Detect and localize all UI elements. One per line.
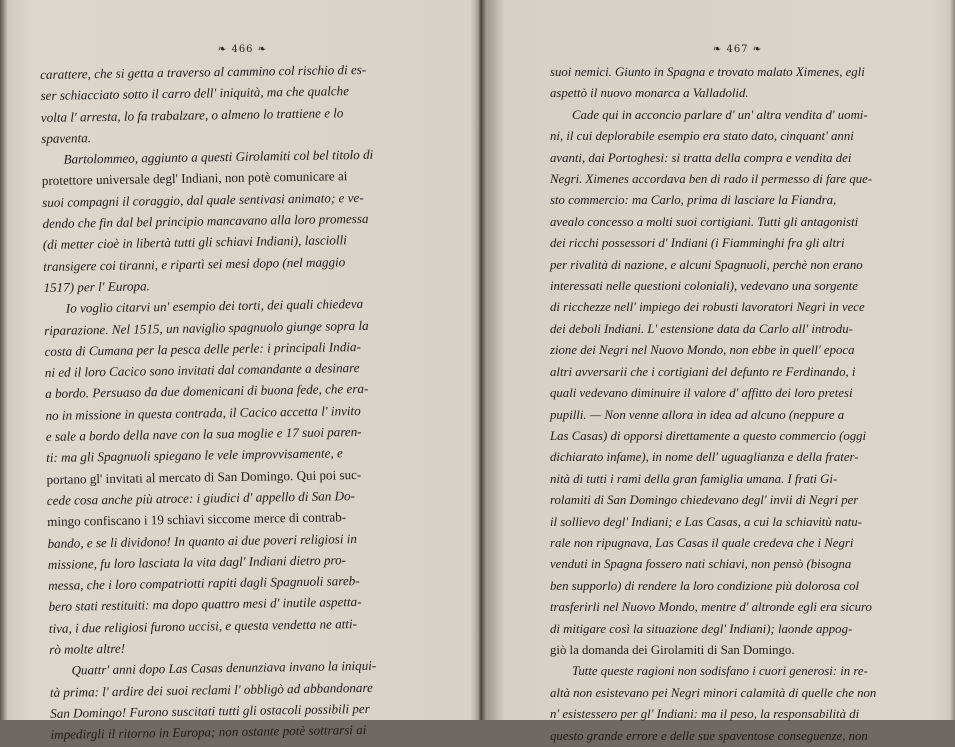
text-line: ser schiacciato sotto il carro dell' iniquità, ma che qualche [40, 83, 350, 104]
left-page [40, 0, 445, 743]
text-line: cede cosa anche più atroce: i giudici d' appello di San Do- [46, 488, 356, 508]
text-line: Quattr' anni dopo Las Casas denunziava invano la iniqui- [71, 658, 377, 678]
text-line: transigere coi tiranni, e ripartì sei mesi dopo (nel maggio [43, 253, 346, 274]
text-line: quali vedevano diminuire il valore d' affitto dei loro pretesi [550, 386, 853, 401]
text-line: costa di Cumana per la pesca delle perle: i principali India- [44, 338, 361, 359]
text-line: Negri. Ximenes accordava ben di rado il permesso di fare que- [550, 172, 873, 187]
text-line: dichiarato infame), in nome dell' uguaglianza e della frater- [550, 450, 859, 465]
text-line: impedirgli il ritorno in Europa; non ostante potè sottrarsi ai [50, 722, 367, 743]
text-line: ti: ma gli Spagnuoli spiegano le vele improvvisamente, e [46, 445, 343, 466]
left-page-text [40, 58, 456, 746]
text-line: pupilli. — Non venne allora in idea ad alcuno (neppure a [550, 407, 845, 422]
page-number-left: ❧ 466 ❧ [217, 44, 268, 55]
text-line: suoi compagni il coraggio, dal quale sentivasi animato; e ve- [42, 189, 364, 210]
text-line: (di metter cioè in libertà tutti gli schiavi Indiani), lasciolli [42, 232, 347, 253]
text-line: messa, che i loro compatriotti rapiti dagli Spagnuoli sareb- [48, 573, 360, 594]
text-line: dei ricchi possessori d' Indiani (i Fiamminghi fra gli altri [550, 236, 845, 251]
text-line: Tutte queste ragioni non sodisfano i cuori generosi: in re- [572, 664, 868, 679]
text-line: San Domingo! Furono suscitati tutti gli ostacoli possibili per [50, 700, 370, 721]
text-line: n' esistessero per gl' Indiani: ma il peso, la responsabilità di [550, 707, 860, 722]
text-line: trasferirli nel Nuovo Mondo, mentre d' altronde egli era sicuro [550, 600, 872, 615]
text-line: di mitigare così la situazione degl' Indiani); laonde appog- [550, 621, 853, 636]
text-line: carattere, che si getta a traverso al cammino col rischio di es- [40, 61, 367, 82]
text-line: spaventa. [41, 130, 92, 146]
text-line: portano gl' invitati al mercato di San Domingo. Qui poi suc- [46, 466, 362, 487]
page-number-right-value: 467 [726, 44, 749, 55]
text-line: interessati nelle questioni coloniali), vedevano una sorgente [550, 279, 858, 294]
text-line: altà non esistevano pei Negri minori calamità di quelle che non [550, 685, 877, 700]
text-line: e sale a bordo della nave con la sua moglie e 17 suoi paren- [45, 424, 362, 444]
text-line: questo grande errore e delle sue spaventose conseguenze, non [550, 728, 868, 743]
text-line: Las Casas) di opporsi direttamente a questo commercio (oggi [550, 428, 867, 443]
text-line: rolamiti di San Domingo chiedevano degl' invii di Negri per [550, 493, 859, 508]
page-number-right: ❧ 467 ❧ [712, 44, 763, 55]
text-line: rò molte altre! [49, 640, 126, 657]
text-line: Cade qui in acconcio parlare d' un' altra vendita d' uomi- [572, 107, 868, 122]
text-line: altri avversarii che i cortigiani del defunto re Ferdinando, i [550, 364, 856, 379]
text-line: no in missione in questa contrada, il Cacico accetta l' invito [45, 402, 361, 423]
text-line: mingo confiscano i 19 schiavi siccome merce di contrab- [47, 509, 347, 530]
text-line: riparazione. Nel 1515, un naviglio spagnuolo giunge sopra la [44, 317, 369, 338]
text-line: 1517) per l' Europa. [43, 278, 150, 295]
text-line: tà prima: l' ardire dei suoi reclami l' obbligò ad abbandonare [49, 679, 373, 700]
text-line: avanti, dai Portoghesi: si tratta della compra e vendita dei [550, 150, 852, 165]
text-line: missione, fu loro lasciata la vita dagl' Indiani dietro pro- [47, 552, 347, 572]
text-line: per rivalità di nazione, e alcuni Spagnuoli, perchè non erano [550, 257, 863, 272]
text-line: avealo concesso a molti suoi cortigiani. Tutti gli antagonisti [550, 214, 859, 229]
text-line: zione dei Negri nel Nuovo Mondo, non ebbe in quell' epoca [550, 343, 855, 358]
right-page-text [550, 62, 925, 747]
text-line: ni, il cui deplorabile esempio era stato dato, cinquant' anni [550, 129, 854, 144]
text-line: a bordo. Persuaso da due domenicani di buona fede, che era- [45, 381, 369, 402]
text-line: tiva, i due religiosi furono uccisi, e questa vendetta ne atti- [48, 615, 358, 636]
text-line: venduti in Spagna fossero nati schiavi, non pensò (bisogna [550, 557, 852, 572]
text-line: di ricchezze nell' impiego dei robusti lavoratori Negri in vece [550, 300, 865, 315]
text-line: Bartolommeo, aggiunto a questi Girolamiti col bel titolo di [63, 146, 374, 167]
text-line: Io voglio citarvi un' esempio dei torti, dei quali chiedeva [65, 296, 364, 316]
text-line: bando, e se li dividono! In quanto ai due poveri religiosi in [47, 530, 357, 551]
right-page [550, 0, 925, 743]
text-line: aspettò il nuovo monarca a Valladolid. [550, 86, 749, 101]
text-line: protettore universale degl' Indiani, non potè comunicare ai [41, 168, 348, 189]
text-line: il sollievo degl' Indiani; e Las Casas, a cui la schiavitù natu- [550, 514, 862, 529]
text-line: ni ed il loro Cacico sono invitati dal comandante a desinare [44, 360, 360, 381]
page-number-left-value: 466 [231, 44, 254, 55]
text-line: giò la domanda dei Girolamiti di San Domingo. [550, 642, 795, 657]
text-line: sto commercio: ma Carlo, prima di lasciare la Fiandra, [550, 193, 837, 208]
text-line: dendo che fin dal bel principio mancavano alla loro promessa [42, 210, 369, 232]
text-line: rale non ripugnava, Las Casas il quale credeva che i Negri [550, 535, 854, 550]
text-line: volta l' arresta, lo fa trabalzare, o almeno lo trattiene e lo [40, 104, 344, 125]
text-line: nità di tutti i rami della gran famiglia umana. I frati Gi- [550, 471, 838, 486]
text-line: ben supporlo) di rendere la loro condizione più dolorosa col [550, 578, 860, 593]
text-line: bero stati restituiti: ma dopo quattro mesi d' inutile aspetta- [48, 594, 362, 615]
text-line: suoi nemici. Giunto in Spagna e trovato malato Ximenes, egli [550, 65, 865, 79]
text-line: dei deboli Indiani. L' estensione data da Carlo all' introdu- [550, 321, 853, 336]
